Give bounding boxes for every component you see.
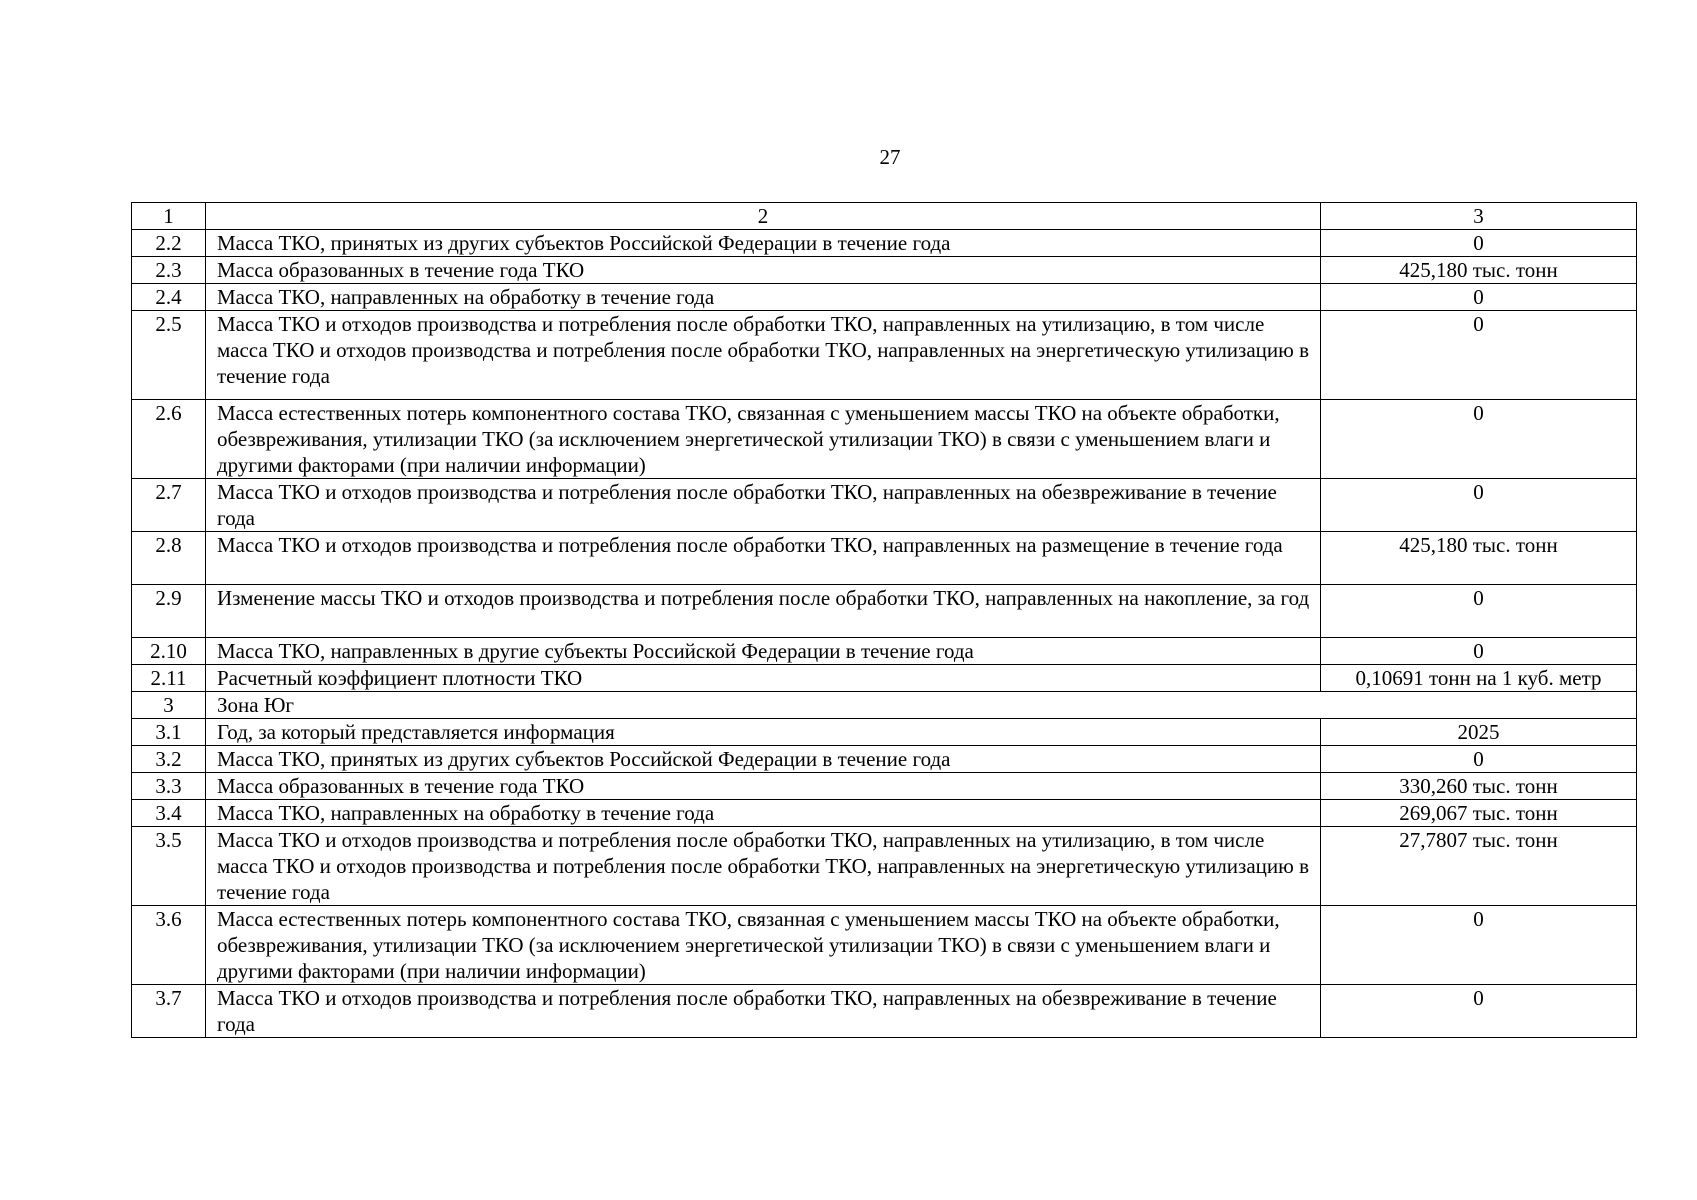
table-section-row: [132, 692, 1637, 719]
table-row: [132, 257, 1637, 284]
row-value: 0: [1321, 585, 1637, 638]
row-number: 3: [132, 692, 206, 719]
table-row: [132, 827, 1637, 906]
row-number: 3.6: [132, 906, 206, 985]
row-number: 3.4: [132, 800, 206, 827]
row-value: 0: [1321, 638, 1637, 665]
row-number: 3.2: [132, 746, 206, 773]
row-number: 3.1: [132, 719, 206, 746]
row-number: 2.2: [132, 230, 206, 257]
row-description: Масса ТКО и отходов производства и потребления после обработки ТКО, направленных на утилизацию, в том числе масса ТКО и отходов производства и потребления после обработки ТКО, направленных на энергетическую утилизацию в течение года: [206, 827, 1321, 906]
row-number: 2.4: [132, 284, 206, 311]
row-number: 2.9: [132, 585, 206, 638]
row-value: 0: [1321, 311, 1637, 400]
table-row: [132, 906, 1637, 985]
row-value: 330,260 тыс. тонн: [1321, 773, 1637, 800]
row-description: Масса естественных потерь компонентного состава ТКО, связанная с уменьшением массы ТКО на объекте обработки, обезвреживания, утилизации ТКО (за исключением энергетической утилизации ТКО) в связи с уменьшением влаги и другими факторами (при наличии информации): [206, 400, 1321, 479]
row-description: Масса естественных потерь компонентного состава ТКО, связанная с уменьшением массы ТКО на объекте обработки, обезвреживания, утилизации ТКО (за исключением энергетической утилизации ТКО) в связи с уменьшением влаги и другими факторами (при наличии информации): [206, 906, 1321, 985]
page-number: 27: [879, 145, 901, 169]
table-row: [132, 585, 1637, 638]
row-description: Год, за который представляется информация: [206, 719, 1321, 746]
row-number: 2.11: [132, 665, 206, 692]
row-number: 2.10: [132, 638, 206, 665]
table-row: [132, 230, 1637, 257]
row-description: Масса ТКО, направленных на обработку в течение года: [206, 284, 1321, 311]
row-description: Масса ТКО и отходов производства и потребления после обработки ТКО, направленных на размещение в течение года: [206, 532, 1321, 585]
row-number: 2.3: [132, 257, 206, 284]
row-description: Масса ТКО, принятых из других субъектов Российской Федерации в течение года: [206, 746, 1321, 773]
row-description: Масса ТКО и отходов производства и потребления после обработки ТКО, направленных на утилизацию, в том числе масса ТКО и отходов производства и потребления после обработки ТКО, направленных на энергетическую утилизацию в течение года: [206, 311, 1321, 400]
row-number: 2.7: [132, 479, 206, 532]
header-cell-col3: 3: [1321, 203, 1637, 230]
row-value: 0: [1321, 906, 1637, 985]
row-description: Масса ТКО, направленных в другие субъекты Российской Федерации в течение года: [206, 638, 1321, 665]
row-number: 2.6: [132, 400, 206, 479]
row-description: Масса образованных в течение года ТКО: [206, 257, 1321, 284]
row-value: 425,180 тыс. тонн: [1321, 257, 1637, 284]
table-row: [132, 479, 1637, 532]
table-row: [132, 400, 1637, 479]
row-description: Масса ТКО и отходов производства и потребления после обработки ТКО, направленных на обезвреживание в течение года: [206, 985, 1321, 1038]
row-description: Расчетный коэффициент плотности ТКО: [206, 665, 1321, 692]
row-number: 2.8: [132, 532, 206, 585]
table-row: [132, 719, 1637, 746]
table-row: [132, 773, 1637, 800]
row-description: Масса ТКО, направленных на обработку в течение года: [206, 800, 1321, 827]
row-number: 3.5: [132, 827, 206, 906]
header-cell-col2: 2: [206, 203, 1321, 230]
table-row: [132, 284, 1637, 311]
row-description: Масса ТКО и отходов производства и потребления после обработки ТКО, направленных на обезвреживание в течение года: [206, 479, 1321, 532]
row-value: 27,7807 тыс. тонн: [1321, 827, 1637, 906]
table-row: [132, 311, 1637, 400]
data-table: [131, 202, 1637, 1038]
table-row: [132, 800, 1637, 827]
row-number: 3.7: [132, 985, 206, 1038]
table-row: [132, 638, 1637, 665]
row-value: 2025: [1321, 719, 1637, 746]
table-row: [132, 665, 1637, 692]
row-description: Масса ТКО, принятых из других субъектов Российской Федерации в течение года: [206, 230, 1321, 257]
row-value: 269,067 тыс. тонн: [1321, 800, 1637, 827]
row-number: 2.5: [132, 311, 206, 400]
row-value: 0: [1321, 400, 1637, 479]
row-value: 0: [1321, 284, 1637, 311]
table-row: [132, 532, 1637, 585]
table-row: [132, 746, 1637, 773]
table-row: [132, 985, 1637, 1038]
row-value: 0: [1321, 985, 1637, 1038]
row-value: 0: [1321, 479, 1637, 532]
row-description: Изменение массы ТКО и отходов производства и потребления после обработки ТКО, направленных на накопление, за год: [206, 585, 1321, 638]
table-header-row: [132, 203, 1637, 230]
row-value: 0,10691 тонн на 1 куб. метр: [1321, 665, 1637, 692]
row-description: Масса образованных в течение года ТКО: [206, 773, 1321, 800]
row-value: 0: [1321, 746, 1637, 773]
section-title: Зона Юг: [206, 692, 1637, 719]
row-number: 3.3: [132, 773, 206, 800]
row-value: 0: [1321, 230, 1637, 257]
header-cell-col1: 1: [132, 203, 206, 230]
row-value: 425,180 тыс. тонн: [1321, 532, 1637, 585]
